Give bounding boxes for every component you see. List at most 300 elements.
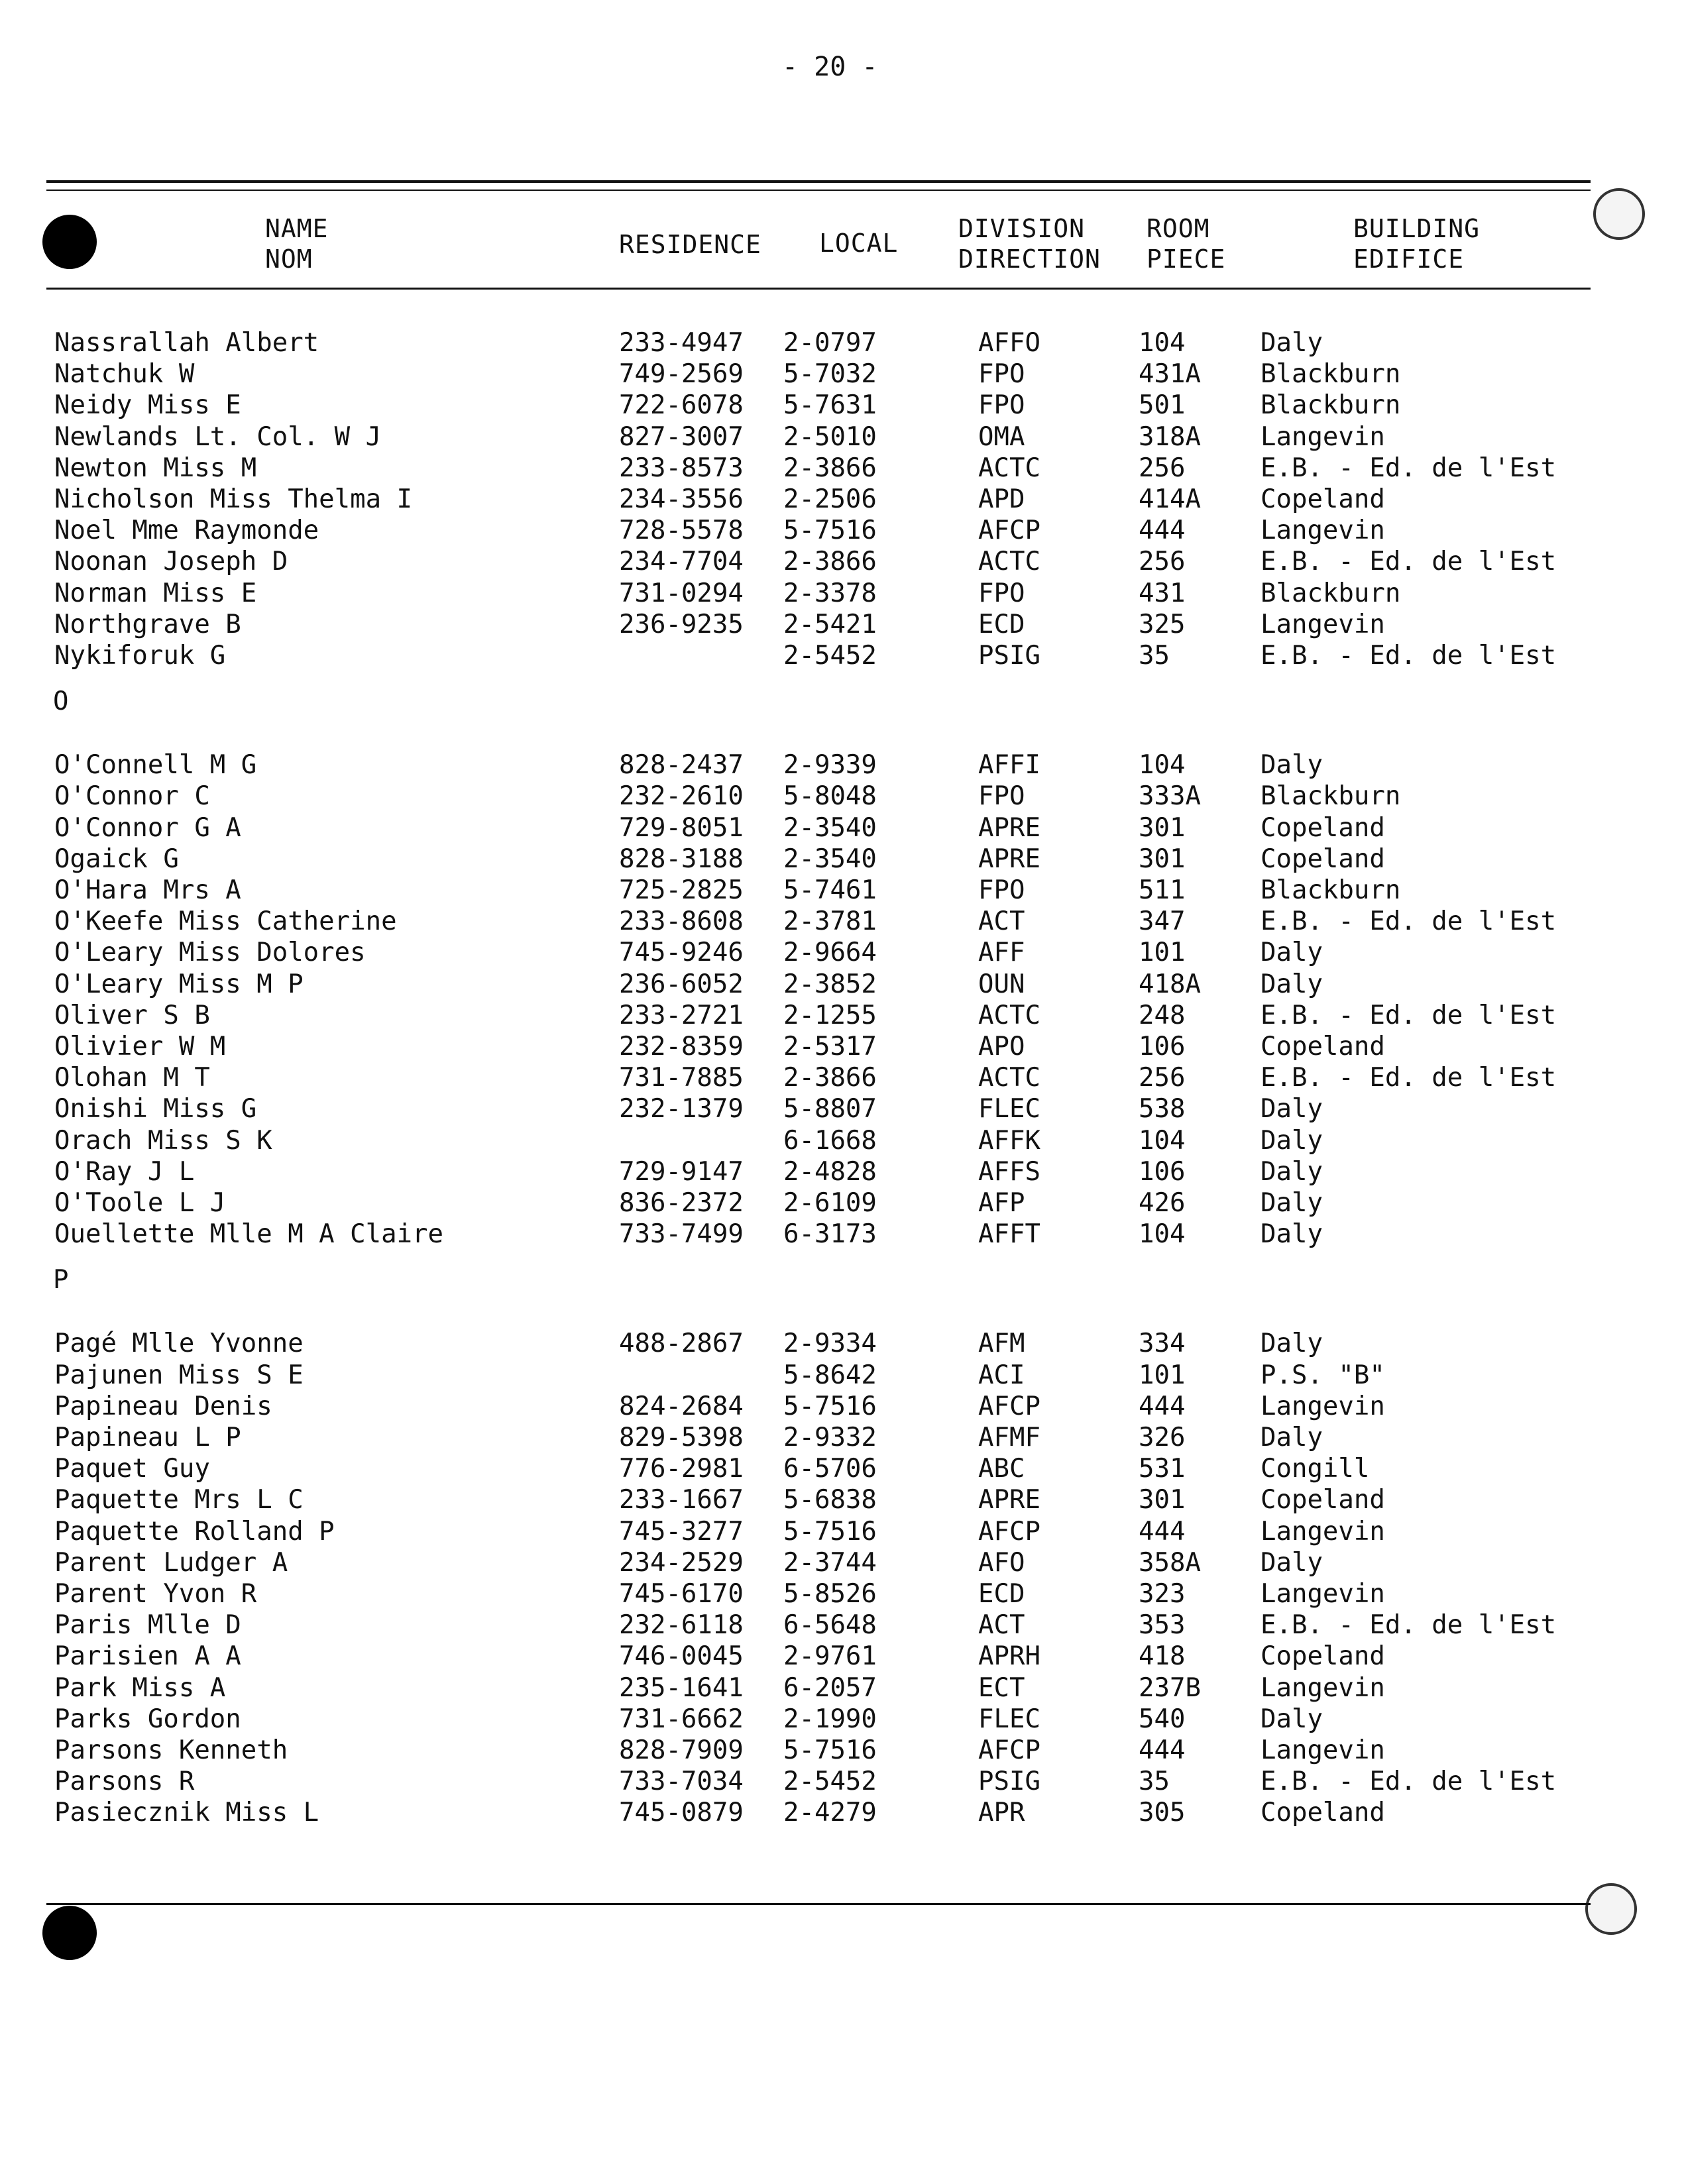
entry-local-extension: 2-3866 (783, 547, 877, 576)
entry-building: Blackburn (1261, 390, 1401, 420)
entry-division: AFFI (978, 750, 1040, 780)
directory-row (0, 327, 1684, 358)
directory-row (0, 1735, 1684, 1766)
entry-residence-phone: 725-2825 (619, 875, 744, 905)
entry-name: Neidy Miss E (54, 390, 241, 420)
entry-local-extension: 2-3781 (783, 906, 877, 936)
entry-division: AFP (978, 1188, 1025, 1218)
entry-room: 106 (1139, 1032, 1186, 1062)
entry-building: Daly (1261, 1157, 1323, 1187)
entry-residence-phone: 236-9235 (619, 610, 744, 639)
entry-name: Oliver S B (54, 1001, 210, 1030)
entry-room: 256 (1139, 1063, 1186, 1093)
entry-room: 347 (1139, 906, 1186, 936)
entry-name: Nassrallah Albert (54, 328, 319, 358)
entry-local-extension: 5-7032 (783, 359, 877, 389)
binder-hole-top-left (42, 215, 97, 269)
entry-building: Blackburn (1261, 875, 1401, 905)
entry-room: 323 (1139, 1579, 1186, 1609)
entry-room: 326 (1139, 1423, 1186, 1452)
entry-building: Daly (1261, 1329, 1323, 1358)
directory-row (0, 1766, 1684, 1797)
entry-local-extension: 5-7516 (783, 1517, 877, 1547)
entry-name: Natchuk W (54, 359, 195, 389)
footer-rule (46, 1903, 1591, 1905)
entry-building: Langevin (1261, 1735, 1385, 1765)
entry-local-extension: 5-7516 (783, 1735, 877, 1765)
entry-room: 426 (1139, 1188, 1186, 1218)
entry-division: FPO (978, 781, 1025, 811)
entry-building: Langevin (1261, 1673, 1385, 1703)
entry-building: Langevin (1261, 1579, 1385, 1609)
entry-room: 418A (1139, 969, 1201, 999)
entry-room: 501 (1139, 390, 1186, 420)
directory-row (0, 1704, 1684, 1735)
directory-row (0, 1000, 1684, 1031)
entry-building: Langevin (1261, 422, 1385, 452)
binder-hole-top-right (1593, 188, 1645, 240)
header-bottom-rule (46, 288, 1591, 290)
entry-division: AFFS (978, 1157, 1040, 1187)
entry-room: 414A (1139, 484, 1201, 514)
entry-local-extension: 2-3540 (783, 813, 877, 843)
entry-residence-phone: 236-6052 (619, 969, 744, 999)
entry-building: Blackburn (1261, 578, 1401, 608)
directory-row (0, 1672, 1684, 1704)
entry-building: Daly (1261, 328, 1323, 358)
directory-row (0, 937, 1684, 968)
entry-residence-phone: 746-0045 (619, 1641, 744, 1671)
entry-name: Parent Ludger A (54, 1548, 288, 1578)
entry-building: Daly (1261, 1548, 1323, 1578)
entry-name: Parent Yvon R (54, 1579, 257, 1609)
entry-local-extension: 2-4828 (783, 1157, 877, 1187)
directory-row (0, 640, 1684, 671)
binder-hole-bottom-right (1585, 1883, 1637, 1935)
entry-local-extension: 6-5706 (783, 1454, 877, 1484)
entry-room: 101 (1139, 938, 1186, 967)
entry-local-extension: 6-5648 (783, 1610, 877, 1640)
entry-name: O'Connor C (54, 781, 210, 811)
entry-name: Paquette Mrs L C (54, 1485, 304, 1515)
entry-building: Copeland (1261, 1641, 1385, 1671)
entry-residence-phone: 232-8359 (619, 1032, 744, 1062)
entry-room: 318A (1139, 422, 1201, 452)
header-piece: PIECE (1147, 245, 1226, 274)
entry-building: Copeland (1261, 484, 1385, 514)
entry-residence-phone: 731-6662 (619, 1704, 744, 1734)
entry-building: E.B. - Ed. de l'Est (1261, 641, 1557, 671)
entry-room: 104 (1139, 328, 1186, 358)
entry-local-extension: 2-1255 (783, 1001, 877, 1030)
entry-local-extension: 2-9334 (783, 1329, 877, 1358)
entry-building: Daly (1261, 1126, 1323, 1156)
entry-name: Parks Gordon (54, 1704, 241, 1734)
entry-room: 101 (1139, 1360, 1186, 1390)
entry-local-extension: 2-2506 (783, 484, 877, 514)
entry-room: 301 (1139, 1485, 1186, 1515)
entry-residence-phone: 745-0879 (619, 1798, 744, 1828)
directory-row (0, 1547, 1684, 1578)
binder-hole-bottom-left (42, 1906, 97, 1960)
directory-row (0, 1516, 1684, 1547)
entry-room: 35 (1139, 1767, 1170, 1796)
entry-residence-phone: 233-2721 (619, 1001, 744, 1030)
entry-room: 444 (1139, 1735, 1186, 1765)
entry-local-extension: 5-8526 (783, 1579, 877, 1609)
entry-division: AFCP (978, 1735, 1040, 1765)
entry-division: AFO (978, 1548, 1025, 1578)
entry-name: Nykiforuk G (54, 641, 226, 671)
entry-room: 256 (1139, 453, 1186, 483)
directory-row (0, 969, 1684, 1000)
entry-name: Newton Miss M (54, 453, 257, 483)
directory-row (0, 1156, 1684, 1187)
entry-room: 301 (1139, 844, 1186, 874)
entry-residence-phone: 233-8608 (619, 906, 744, 936)
entry-name: Paquette Rolland P (54, 1517, 335, 1547)
entry-division: ACI (978, 1360, 1025, 1390)
entry-residence-phone: 731-7885 (619, 1063, 744, 1093)
entry-name: Pagé Mlle Yvonne (54, 1329, 304, 1358)
entry-division: ABC (978, 1454, 1025, 1484)
entry-division: APR (978, 1798, 1025, 1828)
header-division: DIVISION (958, 214, 1086, 243)
entry-room: 333A (1139, 781, 1201, 811)
entry-name: Papineau Denis (54, 1392, 272, 1421)
entry-residence-phone: 776-2981 (619, 1454, 744, 1484)
entry-room: 353 (1139, 1610, 1186, 1640)
entry-room: 104 (1139, 750, 1186, 780)
entry-name: Ogaick G (54, 844, 179, 874)
entry-building: Langevin (1261, 610, 1385, 639)
entry-local-extension: 2-3540 (783, 844, 877, 874)
entry-local-extension: 2-3744 (783, 1548, 877, 1578)
directory-row (0, 1578, 1684, 1610)
page-number: - 20 - (782, 52, 878, 82)
entry-residence-phone: 232-2610 (619, 781, 744, 811)
entry-room: 431A (1139, 359, 1201, 389)
entry-residence-phone: 828-2437 (619, 750, 744, 780)
entry-building: Blackburn (1261, 781, 1401, 811)
directory-row (0, 390, 1684, 421)
directory-row (0, 1093, 1684, 1124)
entry-division: AFFT (978, 1219, 1040, 1249)
entry-room: 104 (1139, 1126, 1186, 1156)
directory-row (0, 1328, 1684, 1359)
entry-name: Pasiecznik Miss L (54, 1798, 319, 1828)
entry-residence-phone: 722-6078 (619, 390, 744, 420)
entry-building: E.B. - Ed. de l'Est (1261, 453, 1557, 483)
entry-local-extension: 2-9761 (783, 1641, 877, 1671)
directory-row (0, 1391, 1684, 1422)
entry-local-extension: 5-8807 (783, 1094, 877, 1124)
entry-room: 431 (1139, 578, 1186, 608)
entry-residence-phone: 749-2569 (619, 359, 744, 389)
entry-residence-phone: 233-1667 (619, 1485, 744, 1515)
entry-residence-phone: 234-2529 (619, 1548, 744, 1578)
entry-local-extension: 2-6109 (783, 1188, 877, 1218)
entry-building: Copeland (1261, 844, 1385, 874)
entry-residence-phone: 233-4947 (619, 328, 744, 358)
entry-division: ACTC (978, 1001, 1040, 1030)
entry-local-extension: 2-3852 (783, 969, 877, 999)
entry-local-extension: 5-8642 (783, 1360, 877, 1390)
entry-building: E.B. - Ed. de l'Est (1261, 1001, 1557, 1030)
directory-row (0, 1453, 1684, 1484)
entry-name: Olohan M T (54, 1063, 210, 1093)
entry-division: FPO (978, 359, 1025, 389)
header-room: ROOM (1147, 214, 1210, 243)
entry-division: APRE (978, 1485, 1040, 1515)
entry-local-extension: 6-2057 (783, 1673, 877, 1703)
entry-residence-phone: 729-8051 (619, 813, 744, 843)
entry-division: FPO (978, 875, 1025, 905)
entry-local-extension: 2-4279 (783, 1798, 877, 1828)
entry-local-extension: 2-5010 (783, 422, 877, 452)
entry-name: O'Toole L J (54, 1188, 226, 1218)
entry-local-extension: 5-7461 (783, 875, 877, 905)
directory-row (0, 1187, 1684, 1219)
entry-residence-phone: 729-9147 (619, 1157, 744, 1187)
entry-room: 305 (1139, 1798, 1186, 1828)
entry-room: 35 (1139, 641, 1170, 671)
entry-division: PSIG (978, 1767, 1040, 1796)
entry-residence-phone: 731-0294 (619, 578, 744, 608)
directory-row (0, 749, 1684, 781)
entry-room: 358A (1139, 1548, 1201, 1578)
directory-row (0, 1125, 1684, 1156)
entry-residence-phone: 232-6118 (619, 1610, 744, 1640)
entry-building: P.S. "B" (1261, 1360, 1385, 1390)
entry-local-extension: 2-1990 (783, 1704, 877, 1734)
entry-division: FPO (978, 578, 1025, 608)
entry-building: Daly (1261, 1094, 1323, 1124)
entry-name: Parsons Kenneth (54, 1735, 288, 1765)
header-direction: DIRECTION (958, 245, 1101, 274)
entry-local-extension: 5-7516 (783, 1392, 877, 1421)
entry-division: AFMF (978, 1423, 1040, 1452)
header-top-rule (46, 180, 1591, 183)
directory-row (0, 1422, 1684, 1453)
entry-building: Daly (1261, 1188, 1323, 1218)
header-name: NAME (265, 214, 329, 243)
entry-name: O'Leary Miss Dolores (54, 938, 366, 967)
entry-division: ACT (978, 1610, 1025, 1640)
entry-room: 237B (1139, 1673, 1201, 1703)
directory-row (0, 875, 1684, 906)
directory-row (0, 812, 1684, 844)
entry-name: Onishi Miss G (54, 1094, 257, 1124)
directory-row (0, 844, 1684, 875)
header-edifice: EDIFICE (1353, 245, 1465, 274)
entry-room: 106 (1139, 1157, 1186, 1187)
entry-division: ACTC (978, 453, 1040, 483)
entry-building: Blackburn (1261, 359, 1401, 389)
entry-room: 511 (1139, 875, 1186, 905)
entry-name: Papineau L P (54, 1423, 241, 1452)
directory-row (0, 1062, 1684, 1093)
entry-local-extension: 2-9339 (783, 750, 877, 780)
entry-division: ACTC (978, 1063, 1040, 1093)
entry-division: FLEC (978, 1704, 1040, 1734)
directory-row (0, 1484, 1684, 1515)
entry-building: E.B. - Ed. de l'Est (1261, 1063, 1557, 1093)
entry-local-extension: 6-3173 (783, 1219, 877, 1249)
entry-residence-phone: 827-3007 (619, 422, 744, 452)
entry-name: Park Miss A (54, 1673, 226, 1703)
entry-division: FPO (978, 390, 1025, 420)
directory-row (0, 421, 1684, 453)
entry-division: ECT (978, 1673, 1025, 1703)
entry-division: OMA (978, 422, 1025, 452)
entry-local-extension: 2-0797 (783, 328, 877, 358)
entry-name: Pajunen Miss S E (54, 1360, 304, 1390)
directory-row (0, 1797, 1684, 1828)
entry-local-extension: 5-7516 (783, 516, 877, 545)
directory-row (0, 781, 1684, 812)
entry-room: 444 (1139, 1517, 1186, 1547)
directory-row (0, 906, 1684, 937)
entry-residence-phone: 828-7909 (619, 1735, 744, 1765)
entry-room: 444 (1139, 1392, 1186, 1421)
entry-residence-phone: 745-3277 (619, 1517, 744, 1547)
entry-name: O'Connell M G (54, 750, 257, 780)
entry-building: Copeland (1261, 1032, 1385, 1062)
entry-division: APD (978, 484, 1025, 514)
directory-row (0, 484, 1684, 515)
entry-residence-phone: 824-2684 (619, 1392, 744, 1421)
entry-building: Daly (1261, 1219, 1323, 1249)
entry-division: ECD (978, 1579, 1025, 1609)
entry-room: 444 (1139, 516, 1186, 545)
directory-row (0, 358, 1684, 390)
entry-residence-phone: 233-8573 (619, 453, 744, 483)
entry-division: AFM (978, 1329, 1025, 1358)
entry-building: E.B. - Ed. de l'Est (1261, 906, 1557, 936)
entry-residence-phone: 745-6170 (619, 1579, 744, 1609)
entry-building: Daly (1261, 938, 1323, 967)
entry-room: 531 (1139, 1454, 1186, 1484)
entry-name: Parisien A A (54, 1641, 241, 1671)
entry-room: 540 (1139, 1704, 1186, 1734)
header-local: LOCAL (819, 229, 899, 258)
entry-division: ECD (978, 610, 1025, 639)
entry-building: Daly (1261, 1423, 1323, 1452)
entry-room: 256 (1139, 547, 1186, 576)
header-top-rule-thin (46, 190, 1591, 191)
entry-name: O'Keefe Miss Catherine (54, 906, 397, 936)
entry-local-extension: 6-1668 (783, 1126, 877, 1156)
entry-local-extension: 2-5452 (783, 641, 877, 671)
entry-residence-phone: 235-1641 (619, 1673, 744, 1703)
entry-division: AFCP (978, 516, 1040, 545)
entry-building: Daly (1261, 969, 1323, 999)
entry-room: 334 (1139, 1329, 1186, 1358)
entry-building: Daly (1261, 1704, 1323, 1734)
entry-division: APRH (978, 1641, 1040, 1671)
directory-row (0, 546, 1684, 577)
entry-name: Ouellette Mlle M A Claire (54, 1219, 443, 1249)
entry-local-extension: 2-3378 (783, 578, 877, 608)
entry-room: 325 (1139, 610, 1186, 639)
entry-division: AFCP (978, 1392, 1040, 1421)
entry-local-extension: 2-3866 (783, 453, 877, 483)
entry-room: 301 (1139, 813, 1186, 843)
directory-row (0, 1610, 1684, 1641)
entry-local-extension: 5-8048 (783, 781, 877, 811)
entry-building: E.B. - Ed. de l'Est (1261, 1610, 1557, 1640)
directory-row (0, 453, 1684, 484)
entry-residence-phone: 488-2867 (619, 1329, 744, 1358)
entry-building: Daly (1261, 750, 1323, 780)
entry-division: APRE (978, 813, 1040, 843)
entry-division: APRE (978, 844, 1040, 874)
entry-building: Copeland (1261, 1798, 1385, 1828)
entry-local-extension: 2-3866 (783, 1063, 877, 1093)
directory-row (0, 578, 1684, 609)
entry-division: AFF (978, 938, 1025, 967)
section-letter: O (53, 686, 69, 717)
entry-local-extension: 2-9332 (783, 1423, 877, 1452)
entry-building: Langevin (1261, 1517, 1385, 1547)
entry-division: FLEC (978, 1094, 1040, 1124)
entry-room: 538 (1139, 1094, 1186, 1124)
directory-row (0, 1641, 1684, 1672)
entry-name: Northgrave B (54, 610, 241, 639)
entry-building: Langevin (1261, 516, 1385, 545)
header-residence: RESIDENCE (619, 230, 761, 259)
directory-row (0, 609, 1684, 640)
entry-name: O'Leary Miss M P (54, 969, 304, 999)
entry-division: AFFO (978, 328, 1040, 358)
entry-division: ACTC (978, 547, 1040, 576)
header-building: BUILDING (1353, 214, 1481, 243)
directory-row (0, 1031, 1684, 1062)
entry-local-extension: 5-7631 (783, 390, 877, 420)
entry-division: APO (978, 1032, 1025, 1062)
entry-building: Congill (1261, 1454, 1370, 1484)
entry-residence-phone: 829-5398 (619, 1423, 744, 1452)
entry-name: O'Ray J L (54, 1157, 195, 1187)
directory-row (0, 1219, 1684, 1250)
entry-residence-phone: 728-5578 (619, 516, 744, 545)
entry-name: Paris Mlle D (54, 1610, 241, 1640)
entry-building: Copeland (1261, 813, 1385, 843)
entry-division: OUN (978, 969, 1025, 999)
entry-name: Orach Miss S K (54, 1126, 272, 1156)
entry-residence-phone: 234-3556 (619, 484, 744, 514)
entry-division: AFFK (978, 1126, 1040, 1156)
entry-name: Olivier W M (54, 1032, 226, 1062)
entry-name: O'Connor G A (54, 813, 241, 843)
entry-residence-phone: 234-7704 (619, 547, 744, 576)
entry-name: Parsons R (54, 1767, 195, 1796)
entry-division: AFCP (978, 1517, 1040, 1547)
entry-building: E.B. - Ed. de l'Est (1261, 1767, 1557, 1796)
entry-local-extension: 2-5421 (783, 610, 877, 639)
entry-residence-phone: 745-9246 (619, 938, 744, 967)
entry-building: Copeland (1261, 1485, 1385, 1515)
entry-residence-phone: 828-3188 (619, 844, 744, 874)
entry-name: Paquet Guy (54, 1454, 210, 1484)
entry-name: O'Hara Mrs A (54, 875, 241, 905)
entry-building: E.B. - Ed. de l'Est (1261, 547, 1557, 576)
entry-local-extension: 2-9664 (783, 938, 877, 967)
section-letter: P (53, 1265, 69, 1295)
header-nom: NOM (265, 245, 313, 274)
entry-room: 104 (1139, 1219, 1186, 1249)
